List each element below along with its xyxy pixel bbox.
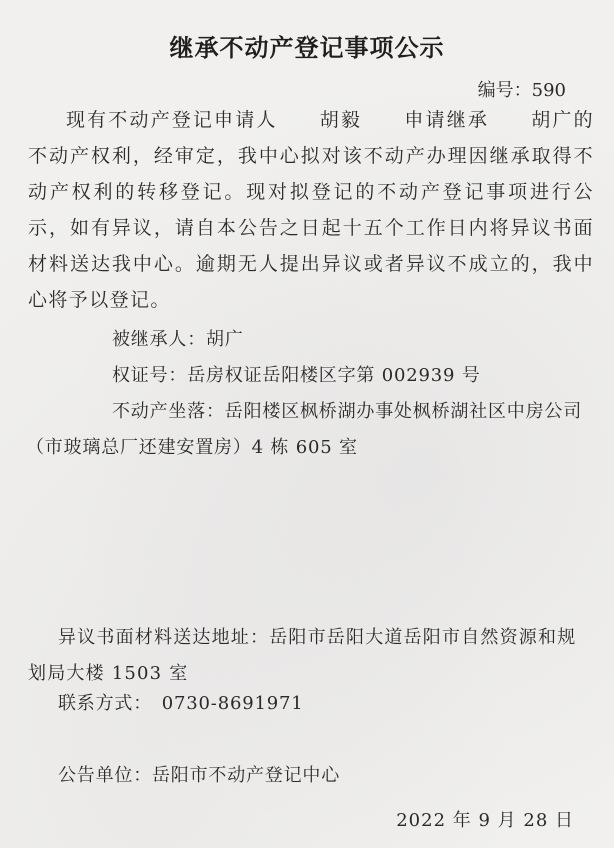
certificate-field: 权证号：岳房权证岳阳楼区字第 002939 号: [112, 365, 481, 386]
notice-date: 2022 年 9 月 28 日: [396, 810, 574, 831]
decedent-field: 被继承人：胡广: [112, 329, 244, 350]
notice-title: 继承不动产登记事项公示: [169, 34, 445, 62]
notice-body: 现有不动产登记申请人 胡毅 申请继承 胡广的不动产权利，经审定，我中心拟对该不动产办理因继承取得不动产权利的转移登记。现对拟登记的不动产登记事项进行公示，如有异议，请自本公告之日起十五个工作日内将异议书面材料送达我中心。逾期无人提出异议或者异议不成立的，我中心将予以登记。: [28, 109, 594, 311]
notice-number: 编号：590: [477, 80, 566, 101]
location-field: 不动产坐落：岳阳楼区枫桥湖办事处枫桥湖社区中房公司（市玻璃总厂还建安置房）4 栋 605 室: [26, 401, 582, 458]
objection-address-field: 异议书面材料送达地址：岳阳市岳阳大道岳阳市自然资源和规划局大楼 1503 室: [28, 627, 577, 684]
issuer-field: 公告单位：岳阳市不动产登记中心: [58, 765, 340, 786]
contact-field: 联系方式： 0730-8691971: [58, 693, 304, 714]
